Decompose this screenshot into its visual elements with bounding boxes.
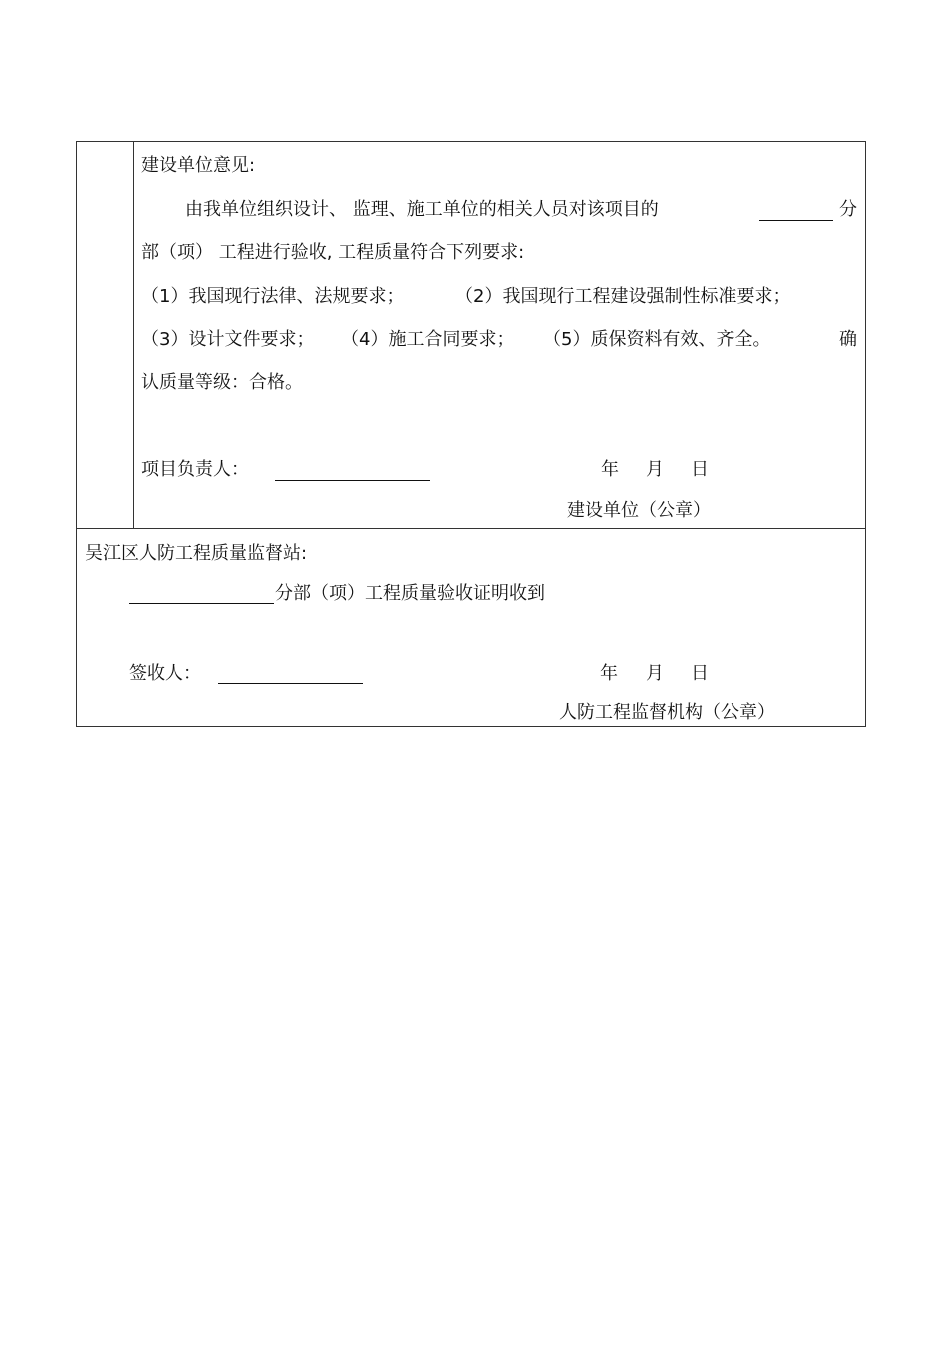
receiver-signature-line[interactable]	[218, 683, 363, 684]
project-lead-label: 项目负责人：	[141, 459, 249, 480]
requirement-1: （1）我国现行法律、法规要求；	[141, 286, 405, 307]
build-unit-heading: 建设单位意见:	[141, 155, 256, 176]
supervision-date-month: 月	[646, 663, 664, 684]
build-unit-seal: 建设单位（公章）	[567, 500, 711, 521]
supervision-seal: 人防工程监督机构（公章）	[559, 702, 775, 723]
receiver-label: 签收人：	[129, 663, 201, 684]
build-unit-line2: 部（项） 工程进行验收, 工程质量符合下列要求:	[141, 242, 525, 263]
confirm-start: 确	[839, 329, 857, 350]
quality-grade-text: 认质量等级：合格。	[141, 372, 303, 393]
build-unit-line1: 由我单位组织设计、 监理、施工单位的相关人员对该项目的	[185, 199, 659, 220]
build-date-year: 年	[601, 459, 619, 480]
build-date-day: 日	[691, 459, 709, 480]
received-project-blank[interactable]	[129, 603, 274, 604]
acceptance-form	[76, 141, 866, 727]
requirement-4: （4）施工合同要求；	[341, 329, 515, 350]
requirement-5: （5）质保资料有效、齐全。	[543, 329, 771, 350]
sub-project-name-blank[interactable]	[759, 198, 833, 221]
section-divider	[77, 528, 865, 529]
received-text: 分部（项）工程质量验收证明收到	[275, 583, 545, 604]
supervision-date-day: 日	[691, 663, 709, 684]
supervision-heading: 吴江区人防工程质量监督站:	[85, 543, 308, 564]
build-date-month: 月	[646, 459, 664, 480]
build-unit-line1-end: 分	[839, 199, 857, 220]
form-left-column	[77, 142, 134, 528]
requirement-3: （3）设计文件要求；	[141, 329, 315, 350]
supervision-date-year: 年	[600, 663, 618, 684]
requirement-2: （2）我国现行工程建设强制性标准要求；	[455, 286, 791, 307]
project-lead-signature-line[interactable]	[275, 480, 430, 481]
